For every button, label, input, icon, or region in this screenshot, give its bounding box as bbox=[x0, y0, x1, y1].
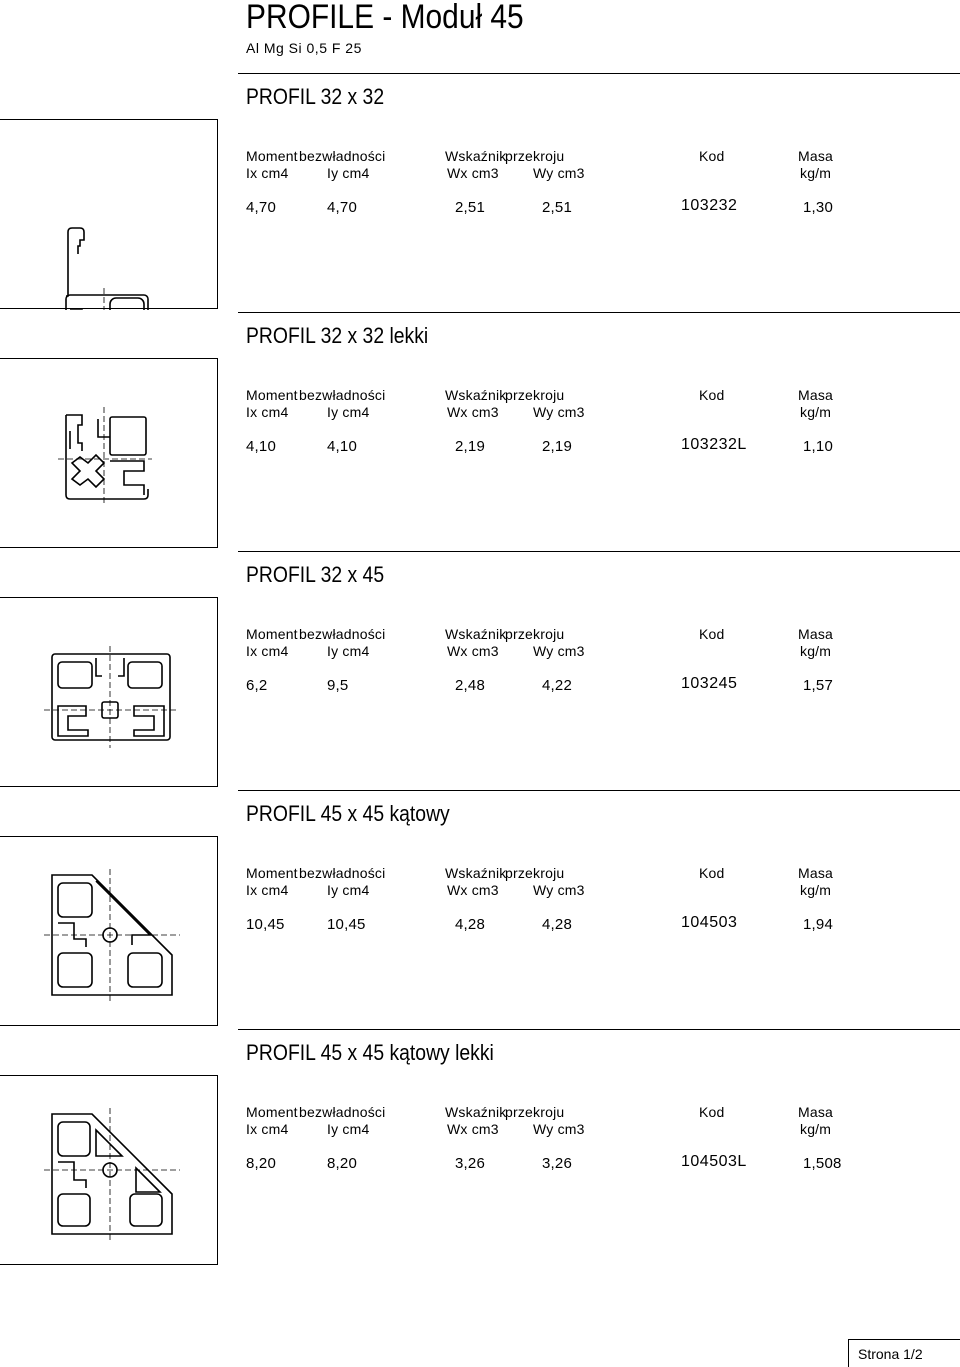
section-divider bbox=[238, 551, 960, 552]
col-moment: Moment bbox=[246, 148, 298, 164]
col-kgm: kg/m bbox=[800, 643, 832, 659]
col-kod: Kod bbox=[699, 387, 725, 403]
col-masa: Masa bbox=[798, 387, 834, 403]
col-wx: Wx cm3 bbox=[447, 882, 499, 898]
col-moment: Moment bbox=[246, 626, 298, 642]
profile-drawing-box bbox=[0, 1075, 218, 1265]
profile-32x45-icon bbox=[0, 598, 218, 788]
value-masa: 1,94 bbox=[803, 916, 833, 933]
value-ix: 8,20 bbox=[246, 1155, 276, 1172]
value-iy: 10,45 bbox=[327, 916, 366, 933]
value-wy: 4,22 bbox=[542, 677, 572, 694]
col-kod: Kod bbox=[699, 148, 725, 164]
col-ix: Ix cm4 bbox=[246, 165, 289, 181]
value-ix: 10,45 bbox=[246, 916, 285, 933]
col-iy: Iy cm4 bbox=[327, 404, 370, 420]
col-inertia: bezwładności bbox=[299, 387, 386, 403]
value-wx: 2,19 bbox=[455, 438, 485, 455]
section-divider bbox=[238, 790, 960, 791]
value-wx: 3,26 bbox=[455, 1155, 485, 1172]
col-moment: Moment bbox=[246, 865, 298, 881]
profile-drawing-box bbox=[0, 597, 218, 787]
col-index: Wskaźnik bbox=[445, 626, 507, 642]
profile-drawing-box bbox=[0, 836, 218, 1026]
col-iy: Iy cm4 bbox=[327, 1121, 370, 1137]
value-wx: 2,48 bbox=[455, 677, 485, 694]
page-title: PROFILE - Moduł 45 bbox=[246, 0, 524, 36]
col-inertia: bezwładności bbox=[299, 148, 386, 164]
page-number: Strona 1/2 bbox=[858, 1346, 923, 1362]
col-index: Wskaźnik bbox=[445, 865, 507, 881]
profile-name: PROFIL 45 x 45 kątowy bbox=[246, 801, 450, 826]
col-kgm: kg/m bbox=[800, 1121, 832, 1137]
col-wy: Wy cm3 bbox=[533, 404, 585, 420]
profile-name: PROFIL 45 x 45 kątowy lekki bbox=[246, 1040, 494, 1065]
section-divider bbox=[238, 312, 960, 313]
value-wy: 4,28 bbox=[542, 916, 572, 933]
col-wx: Wx cm3 bbox=[447, 1121, 499, 1137]
value-masa: 1,508 bbox=[803, 1155, 842, 1172]
col-iy: Iy cm4 bbox=[327, 643, 370, 659]
profile-name: PROFIL 32 x 32 lekki bbox=[246, 323, 429, 348]
col-wx: Wx cm3 bbox=[447, 643, 499, 659]
col-section: przekroju bbox=[505, 148, 565, 164]
value-ix: 6,2 bbox=[246, 677, 268, 694]
col-wx: Wx cm3 bbox=[447, 165, 499, 181]
profile-drawing-box bbox=[0, 358, 218, 548]
profile-name: PROFIL 32 x 45 bbox=[246, 562, 385, 587]
col-moment: Moment bbox=[246, 387, 298, 403]
value-kod: 104503L bbox=[681, 1153, 747, 1170]
col-ix: Ix cm4 bbox=[246, 404, 289, 420]
col-index: Wskaźnik bbox=[445, 387, 507, 403]
col-masa: Masa bbox=[798, 865, 834, 881]
value-wy: 2,51 bbox=[542, 199, 572, 216]
profile-45x45-angular-light-icon bbox=[0, 1076, 218, 1266]
col-moment: Moment bbox=[246, 1104, 298, 1120]
col-section: przekroju bbox=[505, 626, 565, 642]
col-section: przekroju bbox=[505, 387, 565, 403]
material-spec: Al Mg Si 0,5 F 25 bbox=[246, 40, 362, 56]
col-inertia: bezwładności bbox=[299, 1104, 386, 1120]
col-wx: Wx cm3 bbox=[447, 404, 499, 420]
value-iy: 9,5 bbox=[327, 677, 349, 694]
profile-drawing-box bbox=[0, 119, 218, 309]
value-wy: 3,26 bbox=[542, 1155, 572, 1172]
col-ix: Ix cm4 bbox=[246, 1121, 289, 1137]
value-iy: 8,20 bbox=[327, 1155, 357, 1172]
col-inertia: bezwładności bbox=[299, 865, 386, 881]
col-masa: Masa bbox=[798, 148, 834, 164]
col-kod: Kod bbox=[699, 1104, 725, 1120]
section-divider bbox=[238, 1029, 960, 1030]
value-wy: 2,19 bbox=[542, 438, 572, 455]
col-kod: Kod bbox=[699, 626, 725, 642]
profile-45x45-angular-icon bbox=[0, 837, 218, 1027]
col-kgm: kg/m bbox=[800, 404, 832, 420]
value-kod: 103245 bbox=[681, 675, 738, 692]
value-ix: 4,10 bbox=[246, 438, 276, 455]
col-wy: Wy cm3 bbox=[533, 643, 585, 659]
col-wy: Wy cm3 bbox=[533, 1121, 585, 1137]
value-wx: 2,51 bbox=[455, 199, 485, 216]
col-inertia: bezwładności bbox=[299, 626, 386, 642]
col-section: przekroju bbox=[505, 865, 565, 881]
value-wx: 4,28 bbox=[455, 916, 485, 933]
value-masa: 1,30 bbox=[803, 199, 833, 216]
value-kod: 103232 bbox=[681, 197, 738, 214]
value-kod: 104503 bbox=[681, 914, 738, 931]
col-section: przekroju bbox=[505, 1104, 565, 1120]
section-divider bbox=[238, 73, 960, 74]
col-wy: Wy cm3 bbox=[533, 882, 585, 898]
col-kgm: kg/m bbox=[800, 882, 832, 898]
col-ix: Ix cm4 bbox=[246, 882, 289, 898]
col-kgm: kg/m bbox=[800, 165, 832, 181]
profile-32x32-light-icon bbox=[0, 359, 218, 549]
col-wy: Wy cm3 bbox=[533, 165, 585, 181]
col-iy: Iy cm4 bbox=[327, 165, 370, 181]
col-ix: Ix cm4 bbox=[246, 643, 289, 659]
value-masa: 1,57 bbox=[803, 677, 833, 694]
col-iy: Iy cm4 bbox=[327, 882, 370, 898]
col-masa: Masa bbox=[798, 626, 834, 642]
profile-32x32-icon bbox=[0, 120, 218, 310]
value-masa: 1,10 bbox=[803, 438, 833, 455]
value-kod: 103232L bbox=[681, 436, 747, 453]
col-masa: Masa bbox=[798, 1104, 834, 1120]
col-kod: Kod bbox=[699, 865, 725, 881]
col-index: Wskaźnik bbox=[445, 148, 507, 164]
col-index: Wskaźnik bbox=[445, 1104, 507, 1120]
value-ix: 4,70 bbox=[246, 199, 276, 216]
profile-name: PROFIL 32 x 32 bbox=[246, 84, 385, 109]
value-iy: 4,70 bbox=[327, 199, 357, 216]
value-iy: 4,10 bbox=[327, 438, 357, 455]
